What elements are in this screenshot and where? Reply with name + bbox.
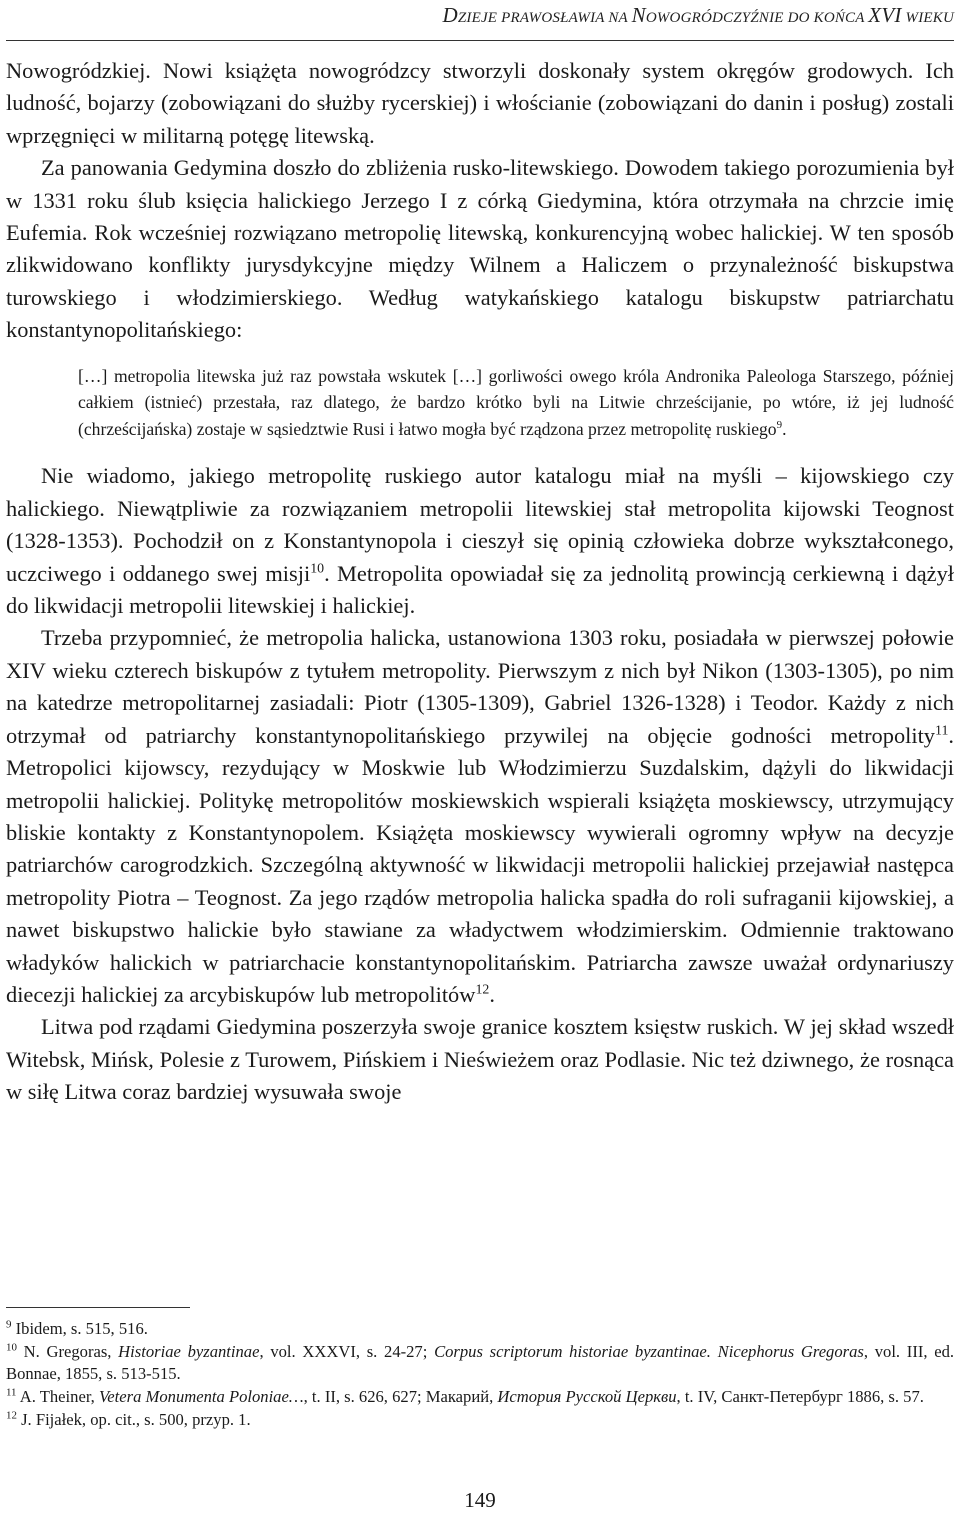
footnote-ref: 9 <box>776 418 783 431</box>
text-run: J. Fijałek, op. cit., s. 500, przyp. 1. <box>16 1409 251 1429</box>
italic-text: Vetera Monumenta Poloniae… <box>98 1387 304 1407</box>
footnote-separator <box>6 1307 190 1308</box>
paragraph <box>6 152 954 346</box>
paragraph <box>6 1011 954 1108</box>
running-title-part: OWOGRÓDCZYŹNIE DO KOŃCA <box>645 10 869 26</box>
text-run: Nowogródzkiej. Nowi książęta nowogródzcy stworzyli doskonały system okręgów grodowych. Ich ludność, bojarzy (zobowiązani do służby rycerskiej) i włościanie (zobowiązani do danin i posług) zostali wprzęgnięci w militarną potęgę litewską. <box>6 58 954 148</box>
footnote <box>6 1318 954 1341</box>
paragraph <box>6 55 954 152</box>
header-rule <box>6 40 954 41</box>
footnote-ref: 10 <box>6 1341 17 1354</box>
text-run: . <box>489 981 495 1007</box>
text-run: […] metropolia litewska już raz powstała wskutek […] gorliwości owego króla Andronika Paleologa Starszego, później całkiem (istnieć) przestała, raz dlatego, że bardzo krótko byli na Litwie chrześcijanie, po wtóre, iż jej ludność (chrześcijańska) zostaje w sąsiedztwie Rusi i łatwo mogła być rządzona przez metropolitę ruskiego <box>78 365 954 439</box>
text-run: Nie wiadomo, jakiego metropolitę ruskiego autor katalogu miał na myśli – kijowskiego czy halickiego. Niewątpliwie za rozwiązaniem metropolii litewskiej stał metropolita kijowski Teognost (1328-1353). Pochodził on z Konstantynopola i cieszył się opinią człowieka dobrze wykształconego, uczciwego i oddanego swej misji <box>6 463 954 586</box>
footnote-ref: 11 <box>6 1386 17 1399</box>
footnotes <box>6 1318 954 1432</box>
italic-text: Corpus scriptorum historiae byzantinae. Nicephorus Gregoras <box>434 1341 864 1361</box>
footnote-ref: 9 <box>6 1318 12 1331</box>
footnote-ref: 12 <box>6 1409 17 1422</box>
footnote-ref: 10 <box>310 561 325 577</box>
running-title-part: D <box>442 3 458 27</box>
text-run: , t. II, s. 626, 627; Макарий, <box>303 1387 498 1407</box>
paragraph <box>6 460 954 622</box>
text-run: Za panowania Gedymina doszło do zbliżenia rusko-litewskiego. Dowodem takiego porozumienia był w 1331 roku ślub księcia halickiego Jerzego I z córką Giedymina, która otrzymała na chrzcie imię Eufemia. Rok wcześniej rozwiązano metropolię litewską, konkurencyjną wobec halickiej. W ten sposób zlikwidowano konflikty jurysdykcyjne między Wilnem a Haliczem o przynależność biskupstwa turowskiego i włodzimierskiego. Według watykańskiego katalogu biskupstw patriarchatu konstantynopolitańskiego: <box>6 155 954 343</box>
main-text <box>6 55 954 1109</box>
running-title-part: XVI <box>868 3 902 27</box>
text-run: A. Theiner, <box>16 1387 99 1407</box>
block-quote <box>78 363 954 443</box>
text-run: Ibidem, s. 515, 516. <box>11 1319 148 1338</box>
text-run: , vol. XXXVI, s. 24-27; <box>259 1341 435 1361</box>
footnote <box>6 1386 954 1409</box>
italic-text: История Русской Церкви <box>497 1387 677 1407</box>
text-run: Litwa pod rządami Giedymina poszerzyła swoje granice kosztem księstw ruskich. W jej skład wszedł Witebsk, Mińsk, Polesie z Turowem, Pińskiem i Nieświeżem oraz Podlasie. Nic też dziwnego, że rosnąca w siłę Litwa coraz bardziej wysuwała swoje <box>6 1014 954 1105</box>
text-run: , vol. III, ed. Bonnae, 1855, s. 513-515. <box>6 1341 955 1384</box>
paragraph <box>6 622 954 1011</box>
text-run: , t. IV, Санкт-Петербург 1886, s. 57. <box>676 1387 924 1407</box>
text-run: Trzeba przypomnieć, że metropolia halicka, ustanowiona 1303 roku, posiadała w pierwszej połowie XIV wieku czterech biskupów z tytułem metropolity. Pierwszym z nich był Nikon (1303-1305), po nim na katedrze metropolitarnej zasiadali: Piotr (1305-1309), Gabriel 1326-1328) i Teodor. Każdy z nich otrzymał od patriarchy konstantynopolitańskiego przywilej na objęcie godności metropolity <box>6 625 954 748</box>
running-title-part: WIEKU <box>901 10 954 26</box>
footnote <box>6 1341 954 1386</box>
text-run: . Metropolici kijowscy, rezydujący w Moskwie lub Włodzimierzu Suzdalskim, dążyli do likwidacji metropolii halickiej. Politykę metropolitów moskiewskich wspierali książęta moskiewscy, utrzymujący bliskie kontakty z Konstantynopolem. Książęta moskiewscy wywierali ogromny wpływ na decyzje patriarchów carogrodzkich. Szczególną aktywność w likwidacji metropolii halickiej przejawiał następca metropolity Piotra – Teognost. Za jego rządów metropolia halicka spadła do roli sufraganii kijowskiej, a nawet biskupstwo halickie było stawiane za władyctwem włodzimierskim. Odmiennie traktowano władyków halickich w patriarchacie konstantynopolitańskim. Patriarcha zawsze uważał ordynariuszy diecezji halickiej za arcybiskupów lub metropolitów <box>6 722 954 1007</box>
text-run: . Metropolita opowiadał się za jednolitą prowincją cerkiewną i dążył do likwidacji metropolii litewskiej i halickiej. <box>6 560 954 619</box>
footnote <box>6 1409 954 1432</box>
page-number: 149 <box>464 1488 496 1512</box>
running-title-part: N <box>631 3 646 27</box>
footnote-ref: 12 <box>475 982 490 998</box>
running-title-part: ZIEJE PRAWOSŁAWIA NA <box>457 10 632 26</box>
footnote-ref: 11 <box>935 723 949 739</box>
text-run: . <box>782 418 787 439</box>
italic-text: Historiae byzantinae <box>118 1341 260 1361</box>
text-run: N. Gregoras, <box>16 1341 119 1361</box>
running-header <box>0 3 954 28</box>
